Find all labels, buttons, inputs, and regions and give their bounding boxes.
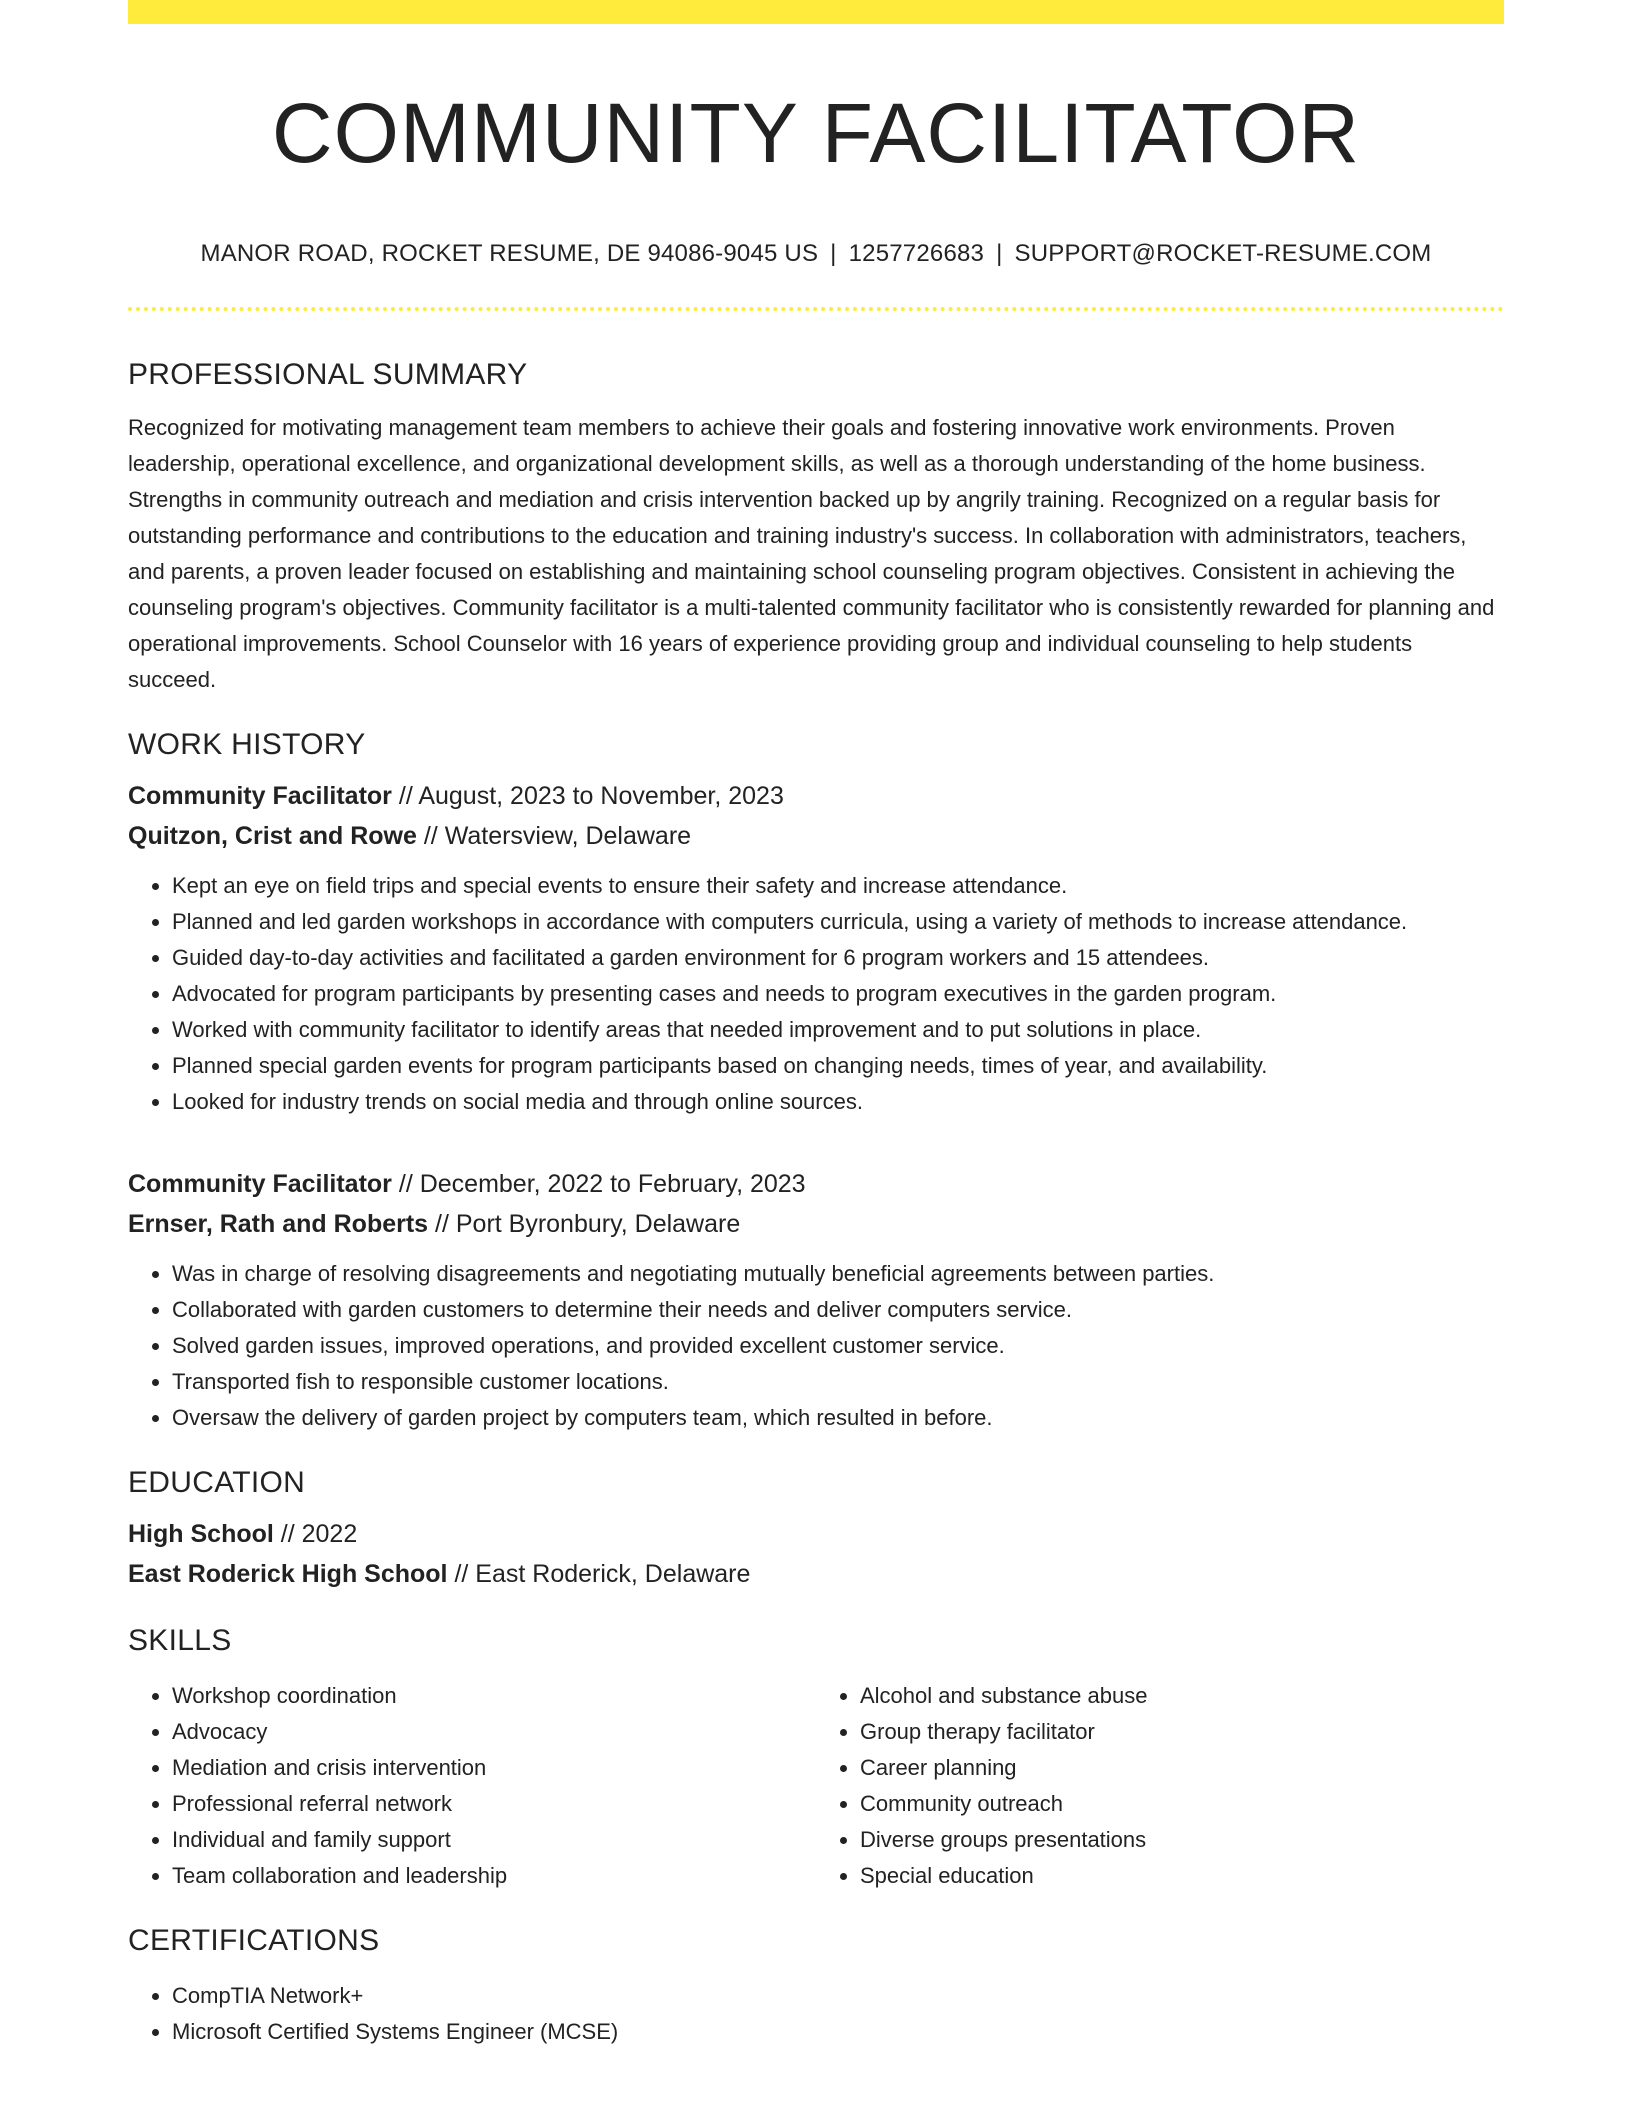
job-dates: // December, 2022 to February, 2023 — [391, 1170, 806, 1198]
job-company-line — [128, 816, 1504, 856]
education-school: East Roderick High School — [128, 1560, 448, 1588]
job-title-line — [128, 776, 1504, 816]
job-location: // Watersview, Delaware — [416, 822, 692, 850]
skills-section — [128, 1616, 1504, 1894]
education-school-line — [128, 1554, 1504, 1594]
resume-content — [128, 350, 1504, 2050]
list-item: • Solved garden issues, improved operations, and provided excellent customer service. — [172, 1328, 1504, 1364]
list-item: • Guided day-to-day activities and facilitated a garden environment for 6 program workers and 15 attendees. — [172, 940, 1504, 976]
skills-list-left — [128, 1678, 816, 1894]
accent-top-bar — [128, 0, 1504, 24]
list-item: • Planned special garden events for program participants based on changing needs, times of year, and availability. — [172, 1048, 1504, 1084]
list-item: • Transported fish to responsible customer locations. — [172, 1364, 1504, 1400]
list-item: • Advocated for program participants by presenting cases and needs to program executives in the garden program. — [172, 976, 1504, 1012]
summary-heading: PROFESSIONAL SUMMARY — [128, 358, 528, 391]
dotted-divider — [128, 307, 1504, 311]
contact-line — [128, 236, 1504, 272]
job-entry — [128, 1164, 1504, 1436]
work-history-section — [128, 720, 1504, 1436]
summary-section — [128, 350, 1504, 698]
resume-page — [128, 0, 1504, 2112]
candidate-title: COMMUNITY FACILITATOR — [271, 86, 1361, 180]
skills-heading: SKILLS — [128, 1624, 232, 1657]
list-item: • Mediation and crisis intervention — [172, 1750, 816, 1786]
job-title-line — [128, 1164, 1504, 1204]
education-year: // 2022 — [273, 1520, 358, 1548]
list-item: • Looked for industry trends on social media and through online sources. — [172, 1084, 1504, 1120]
job-title: Community Facilitator — [128, 1170, 392, 1198]
list-item: • Group therapy facilitator — [860, 1714, 1504, 1750]
list-item: • Collaborated with garden customers to determine their needs and deliver computers service. — [172, 1292, 1504, 1328]
list-item: • Oversaw the delivery of garden project by computers team, which resulted in before. — [172, 1400, 1504, 1436]
education-degree: High School — [128, 1520, 274, 1548]
list-item: • Worked with community facilitator to identify areas that needed improvement and to put solutions in place. — [172, 1012, 1504, 1048]
list-item: • Microsoft Certified Systems Engineer (MCSE) — [172, 2014, 1504, 2050]
skills-list-right — [816, 1678, 1504, 1894]
contact-address: MANOR ROAD, ROCKET RESUME, DE 94086-9045 US — [200, 240, 819, 267]
job-location: // Port Byronbury, Delaware — [428, 1210, 741, 1238]
list-item: • Diverse groups presentations — [860, 1822, 1504, 1858]
education-location: // East Roderick, Delaware — [447, 1560, 751, 1588]
list-item: • Workshop coordination — [172, 1678, 816, 1714]
list-item: • Planned and led garden workshops in accordance with computers curricula, using a variety of methods to increase attendance. — [172, 904, 1504, 940]
contact-separator: | — [830, 240, 837, 267]
job-title: Community Facilitator — [128, 782, 392, 810]
contact-separator: | — [996, 240, 1003, 267]
job-company: Quitzon, Crist and Rowe — [128, 822, 417, 850]
job-entry — [128, 776, 1504, 1120]
list-item: • Advocacy — [172, 1714, 816, 1750]
contact-email: SUPPORT@ROCKET-RESUME.COM — [1014, 240, 1432, 267]
list-item: • Community outreach — [860, 1786, 1504, 1822]
job-dates: // August, 2023 to November, 2023 — [391, 782, 784, 810]
job-company: Ernser, Rath and Roberts — [128, 1210, 429, 1238]
list-item: • Special education — [860, 1858, 1504, 1894]
work-history-heading: WORK HISTORY — [128, 728, 366, 761]
job-bullets — [128, 1256, 1504, 1436]
list-item: • Professional referral network — [172, 1786, 816, 1822]
list-item: • Team collaboration and leadership — [172, 1858, 816, 1894]
summary-text: Recognized for motivating management team members to achieve their goals and fostering innovative work environments. Proven leadership, operational excellence, and organizational development skills, as well as a thorough understanding of the home business. Strengths in community outreach and mediation and crisis intervention backed up by angrily training. Recognized on a regular basis for outstanding performance and contributions to the education and training industry's success. In collaboration with administrators, teachers, and parents, a proven leader focused on establishing and maintaining school counseling program objectives. Consistent in achieving the counseling program's objectives. Community facilitator is a multi-talented community facilitator who is consistently rewarded for planning and operational improvements. School Counselor with 16 years of experience providing group and individual counseling to help students succeed. — [128, 415, 1495, 692]
education-degree-line — [128, 1514, 1504, 1554]
certifications-list — [128, 1978, 1504, 2050]
list-item: • Alcohol and substance abuse — [860, 1678, 1504, 1714]
list-item: • Career planning — [860, 1750, 1504, 1786]
job-company-line — [128, 1204, 1504, 1244]
certifications-heading: CERTIFICATIONS — [128, 1924, 380, 1957]
list-item: • Kept an eye on field trips and special events to ensure their safety and increase attendance. — [172, 868, 1504, 904]
education-section — [128, 1458, 1504, 1594]
list-item: • Was in charge of resolving disagreements and negotiating mutually beneficial agreements between parties. — [172, 1256, 1504, 1292]
contact-phone: 1257726683 — [848, 240, 985, 267]
list-item: • CompTIA Network+ — [172, 1978, 1504, 2014]
certifications-section — [128, 1916, 1504, 2050]
job-bullets — [128, 868, 1504, 1120]
skills-columns — [128, 1678, 1504, 1894]
list-item: • Individual and family support — [172, 1822, 816, 1858]
education-heading: EDUCATION — [128, 1466, 306, 1499]
